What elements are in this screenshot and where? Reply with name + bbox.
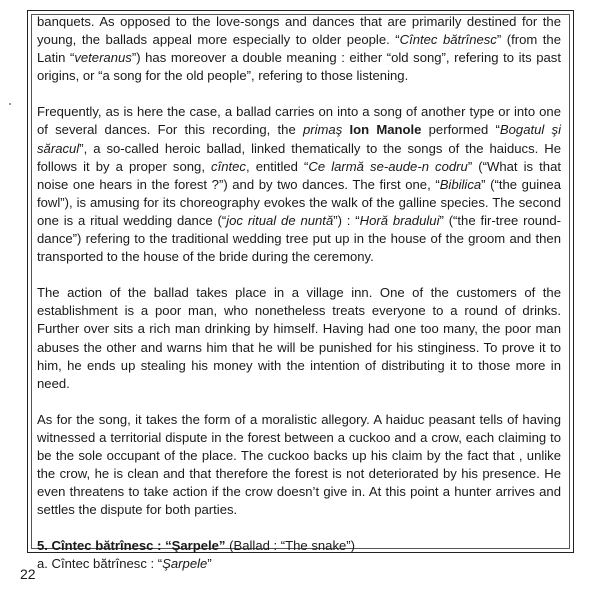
text-run: ”, a so-called heroic ballad, linked thematically to the songs of the haiducs. He follows it by a proper song, (37, 140, 561, 174)
text-run: performed “ (421, 122, 500, 138)
text-run: ”) has moreover a double meaning : either “old song”, refering to its past origins, or “a song for the old people”, refering to those listening. (37, 50, 561, 84)
margin-mark (9, 103, 11, 105)
track-subtitle: (Ballad : “The snake”) (225, 538, 356, 554)
track-heading (37, 537, 561, 555)
text-run: ” (“the guinea fowl”), is amusing for its choreography evokes the walk of the galline species. The second one is a ritual wedding dance (“ (37, 176, 561, 228)
text-run: Frequently, as is here the case, a ballad carries on into a song of another type or into one of several dances. For this recording, the (37, 104, 561, 138)
title-italic: Horă bradului (359, 212, 440, 228)
text-run: ” (from the Latin “ (37, 32, 561, 66)
text-run: banquets. As opposed to the love-songs and dances that are primarily destined for the young, the ballads appeal more especially to older people. “ (37, 14, 561, 48)
title-italic: Bibilica (439, 176, 482, 192)
track-title: 5. Cîntec bătrînesc : “Şarpele” (37, 538, 226, 554)
term-italic: Cîntec bătrînesc (399, 32, 497, 48)
track-part-a (37, 555, 561, 573)
term-italic: cîntec (211, 158, 246, 174)
title-italic: Şarpele (162, 556, 208, 572)
text-run: ”) : “ (333, 212, 360, 228)
page-number: 22 (20, 566, 36, 582)
paragraph-ballads-intro (37, 13, 561, 85)
paragraph-recording (37, 103, 561, 266)
paragraph-song-allegory: As for the song, it takes the form of a moralistic allegory. A haiduc peasant tells of having witnessed a territorial dispute in the forest between a cuckoo and a crow, each claiming to be the sole occupant of the place. The cuckoo backs up his claim by the fact that , unlike the crow, he is clean and that therefore the forest is not deteriorated by his presence. He even threatens to take action if the crow doesn’t give in. At this point a hunter arrives and settles the dispute for both parties. (37, 411, 561, 518)
term-italic: veteranus (74, 50, 132, 66)
term-italic: joc ritual de nuntă (226, 212, 334, 228)
text-run: ” (207, 556, 212, 572)
text-run: ” (“the fir-tree round-dance”) refering to the traditional wedding tree put up in the house of the groom and then transported to the house of the bride during the ceremony. (37, 212, 561, 265)
paragraph-ballad-action: The action of the ballad takes place in a village inn. One of the customers of the establishment is a poor man, who nonetheless treats everyone to a round of drinks. Further over sits a rich man drinking by himself. Having had one too many, the poor man abuses the other and warns him that he will be punished for his stinginess. To prove it to him, he ends up stealing his money with the intention of distributing it to those more in need. (37, 285, 561, 391)
performer-name: Ion Manole (349, 122, 422, 138)
text-run: a. Cîntec bătrînesc : “ (37, 556, 163, 572)
text-run: ” (“What is that noise one hears in the forest ?”) and by two dances. The first one, “ (37, 158, 561, 192)
term-italic: primaş (302, 122, 343, 138)
title-italic: Bogatul şi săracul (37, 122, 561, 156)
text-run: , entitled “ (245, 158, 309, 174)
text-column (37, 13, 561, 574)
title-italic: Ce larmă se-aude-n codru (308, 158, 468, 174)
